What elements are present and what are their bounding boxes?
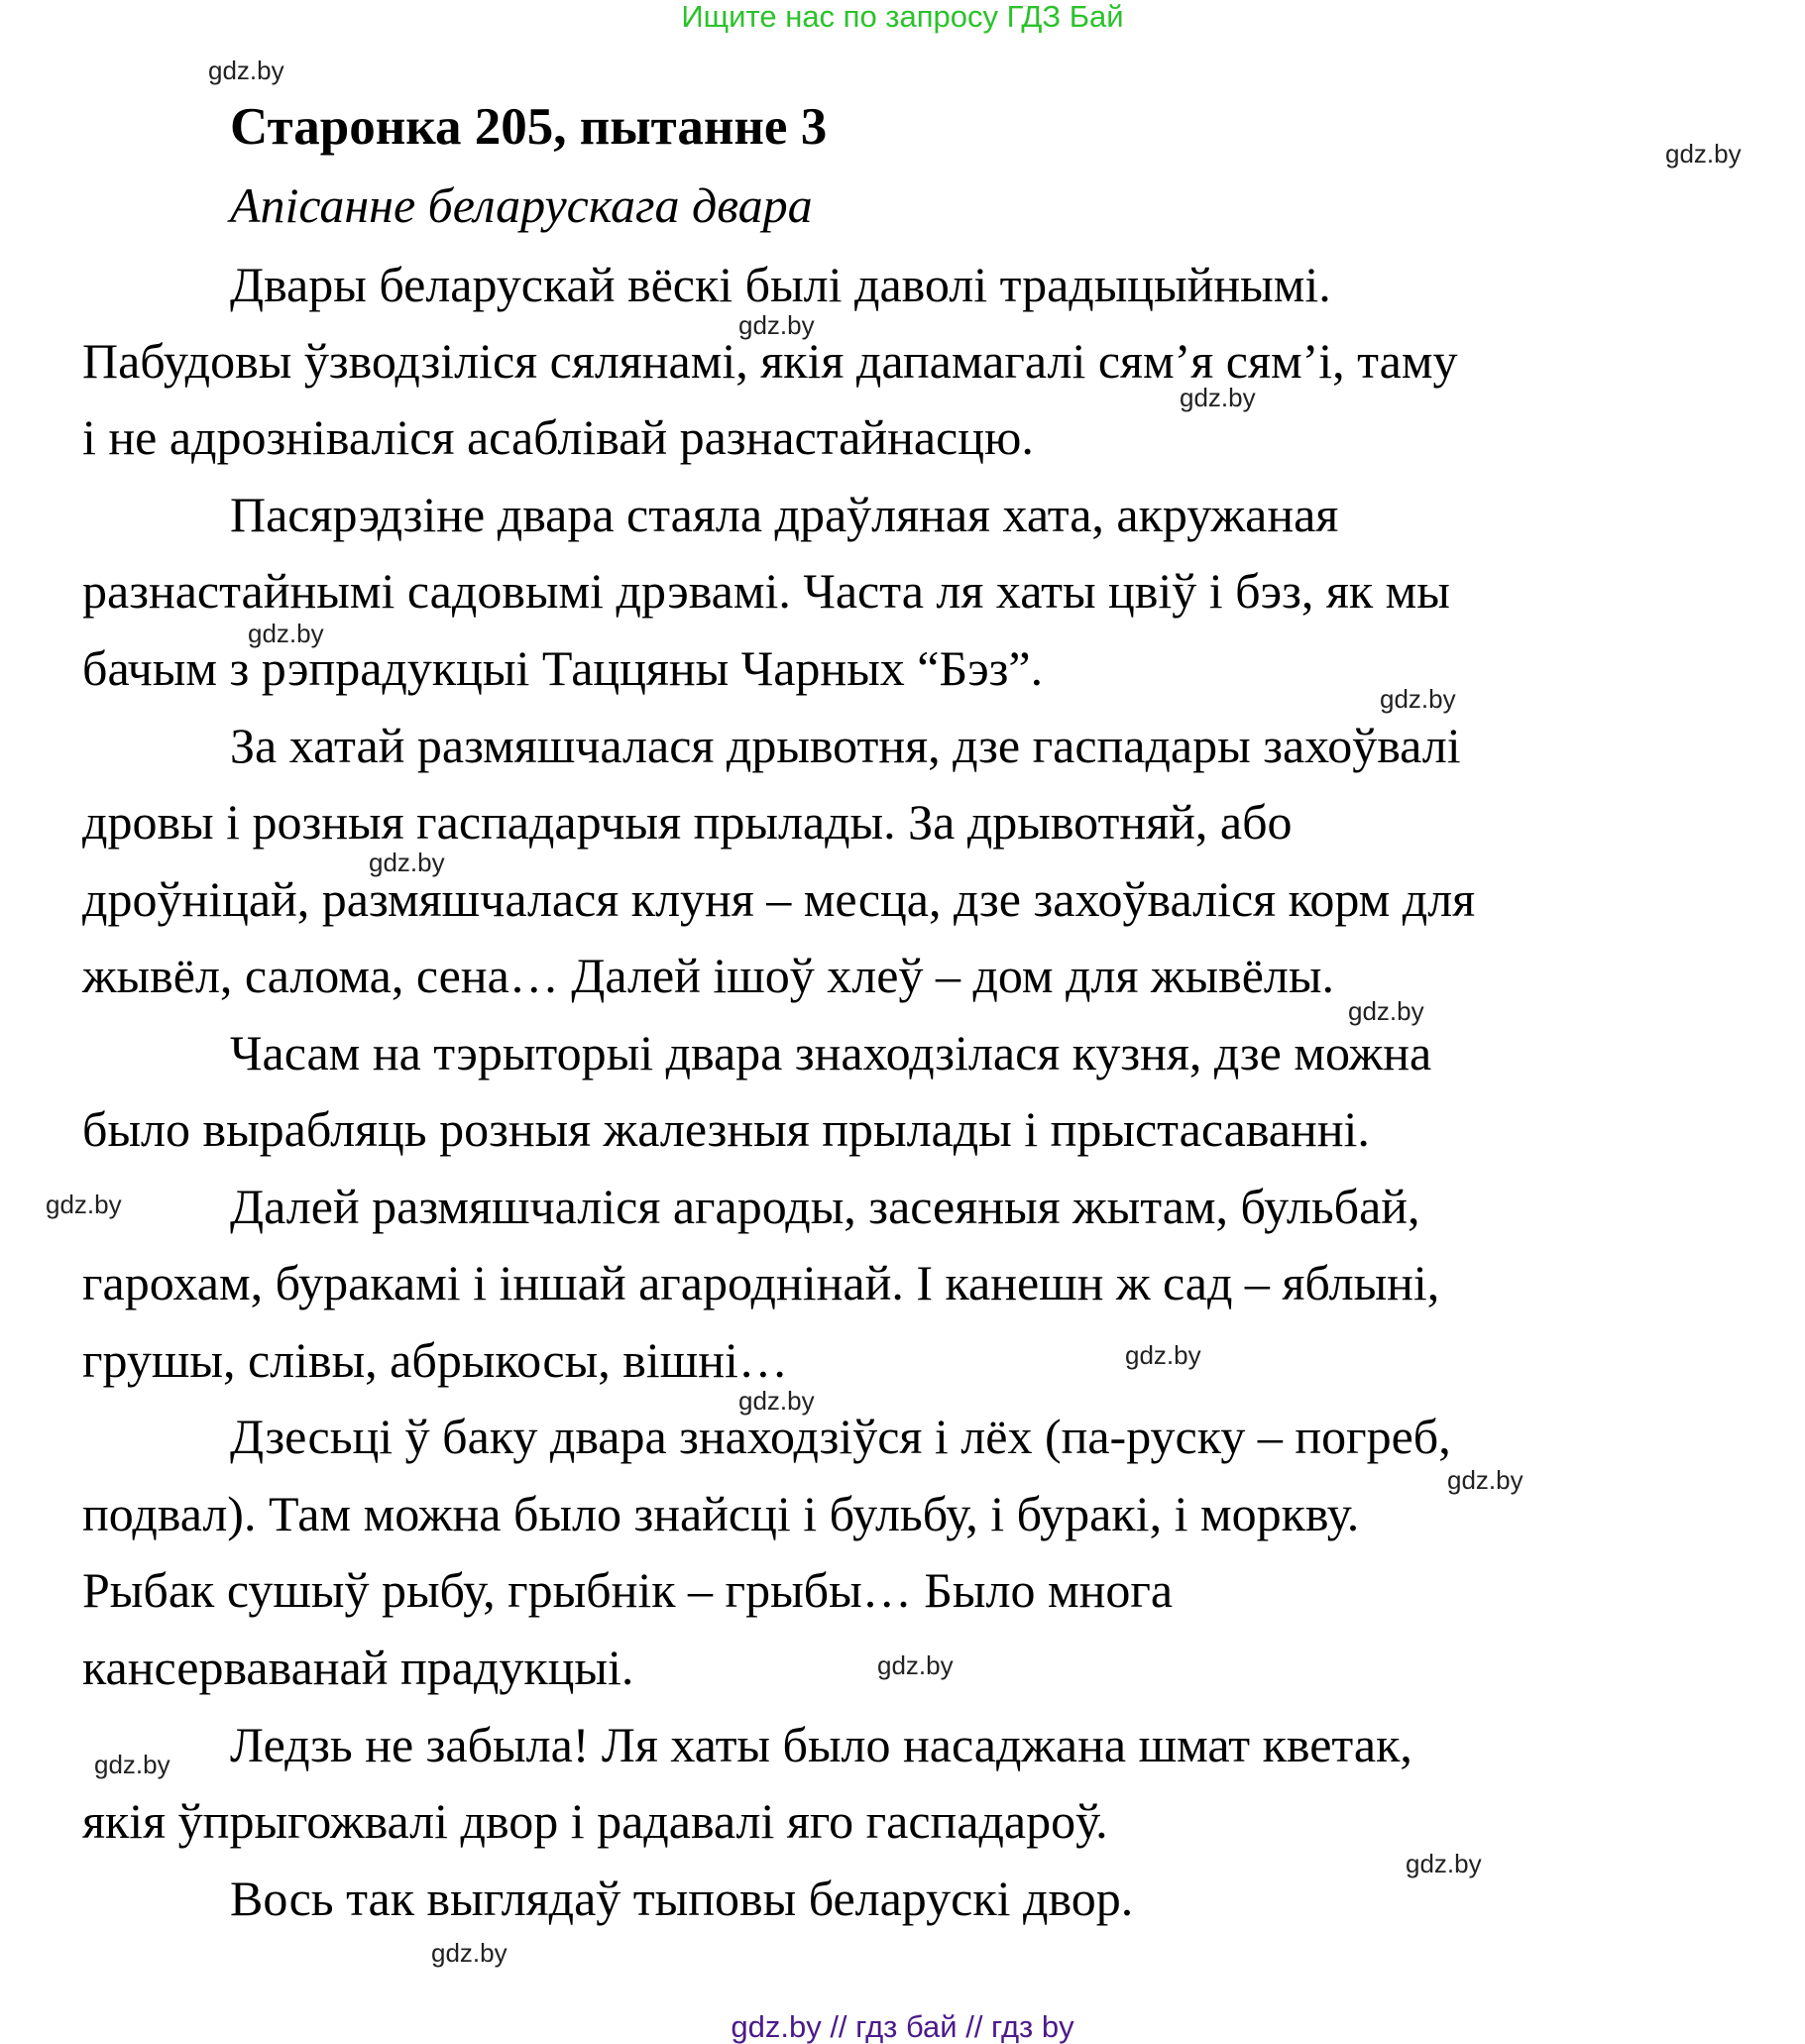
watermark: gdz.by (1406, 1849, 1482, 1878)
text-line: Ледзь не забыла! Ля хаты было насаджана шмат кветак, (230, 1717, 1412, 1772)
watermark: gdz.by (1665, 139, 1742, 169)
text-line: Пабудовы ўзводзіліся сялянамі, якія дапамагалі сям’я сям’і, таму (82, 333, 1458, 389)
text-line: гарохам, буракамі і іншай агароднінай. І канешн ж сад – яблыні, (82, 1255, 1440, 1310)
text-line: грушы, слівы, абрыкосы, вішні… (82, 1332, 788, 1388)
watermark: gdz.by (877, 1650, 954, 1680)
text-line: было вырабляць розныя жалезныя прылады і прыстасаванні. (82, 1101, 1370, 1157)
watermark: gdz.by (1125, 1340, 1201, 1370)
text-line: і не адрозніваліся асаблівай разнастайнасцю. (82, 409, 1034, 465)
text-line: разнастайнымі садовымі дрэвамі. Часта ля хаты цвіў і бэз, як мы (82, 563, 1450, 619)
watermark: gdz.by (1380, 684, 1456, 714)
watermark: gdz.by (248, 619, 324, 648)
essay-subtitle: Апісанне беларускага двара (230, 177, 813, 233)
watermark: gdz.by (738, 1386, 815, 1416)
watermark: gdz.by (369, 848, 445, 877)
text-line: якія ўпрыгожвалі двор і радавалі яго гаспадароў. (82, 1793, 1108, 1849)
text-line: бачым з рэпрадукцыі Таццяны Чарных “Бэз”. (82, 640, 1044, 696)
text-line: Часам на тэрыторыі двара знаходзілася кузня, дзе можна (230, 1025, 1432, 1080)
text-line: Двары беларускай вёскі былі даволі традыцыйнымі. (230, 257, 1331, 312)
text-line: Дзесьці ў баку двара знаходзіўся і лёх (па-руску – погреб, (230, 1409, 1451, 1464)
text-line: Пасярэдзіне двара стаяла драўляная хата, акружаная (230, 487, 1339, 542)
watermark: gdz.by (46, 1190, 122, 1219)
text-line: Рыбак сушыў рыбу, грыбнік – грыбы… Было многа (82, 1562, 1174, 1618)
text-line: Вось так выглядаў тыповы беларускі двор. (230, 1871, 1134, 1926)
watermark: gdz.by (738, 310, 815, 340)
page-title: Старонка 205, пытанне 3 (230, 98, 828, 156)
text-line: дровы і розныя гаспадарчыя прылады. За дрывотняй, або (82, 794, 1293, 850)
text-line: Далей размяшчаліся агароды, засеяныя жытам, бульбай, (230, 1179, 1420, 1234)
text-line: подвал). Там можна было знайсці і бульбу, і буракі, і моркву. (82, 1486, 1360, 1541)
text-line: кансерваванай прадукцыі. (82, 1640, 634, 1695)
watermark: gdz.by (431, 1938, 508, 1968)
watermark: gdz.by (1447, 1465, 1523, 1495)
watermark: gdz.by (1180, 383, 1256, 412)
watermark: gdz.by (208, 56, 284, 85)
watermark: gdz.by (94, 1750, 170, 1779)
text-line: жывёл, салома, сена… Далей ішоў хлеў – дом для жывёлы. (82, 948, 1334, 1003)
text-line: дроўніцай, размяшчалася клуня – месца, дзе захоўваліся корм для (82, 871, 1476, 927)
watermark: gdz.by (1348, 996, 1424, 1026)
text-line: За хатай размяшчалася дрывотня, дзе гаспадары захоўвалі (230, 718, 1461, 773)
search-banner: Ищите нас по запросу ГДЗ Бай (681, 0, 1124, 34)
footer-links: gdz.by // гдз бай // гдз by (731, 2009, 1074, 2044)
